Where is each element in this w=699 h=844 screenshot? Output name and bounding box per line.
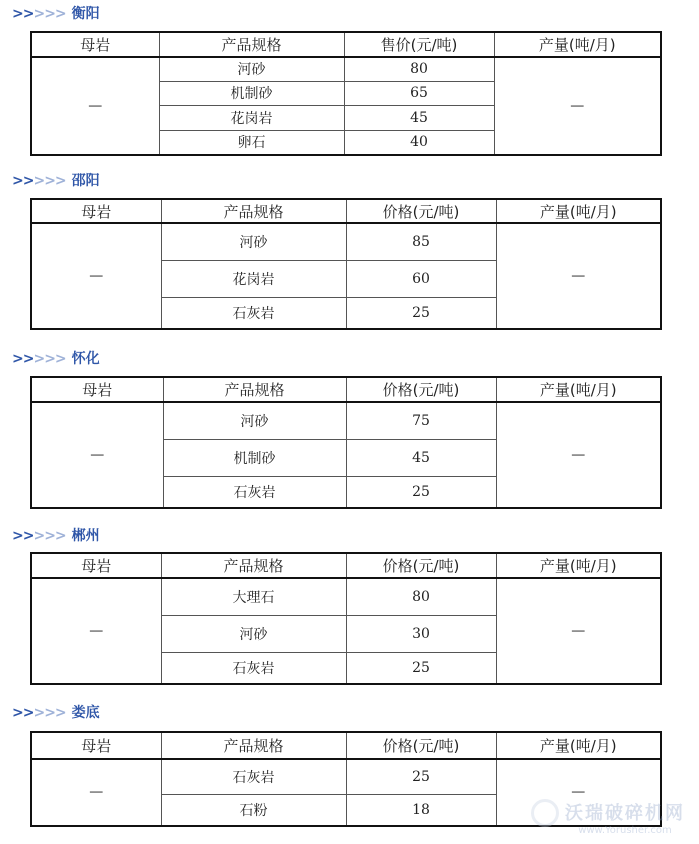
price-cell: 40 [344, 130, 494, 155]
price-table [30, 376, 662, 509]
price-cell: 60 [346, 260, 496, 297]
price-cell: 30 [346, 615, 496, 652]
header-parent-rock: 母岩 [31, 553, 161, 578]
parent-rock-cell: — [31, 759, 161, 826]
product-cell: 河砂 [161, 615, 346, 652]
watermark-logo-icon [531, 799, 559, 827]
parent-rock-cell: — [31, 223, 161, 329]
product-cell: 石灰岩 [163, 476, 346, 508]
price-table [30, 552, 662, 685]
price-cell: 25 [346, 297, 496, 329]
parent-rock-cell: — [31, 402, 163, 508]
header-product-spec: 产品规格 [161, 732, 346, 759]
arrows-light-icon: >>> [33, 528, 66, 544]
arrows-light-icon: >>> [33, 351, 66, 367]
price-cell: 25 [346, 652, 496, 684]
section-heading [12, 704, 100, 722]
arrows-icon: >> [12, 351, 34, 367]
product-cell: 花岗岩 [161, 260, 346, 297]
city-name: 怀化 [71, 351, 100, 367]
header-price: 价格(元/吨) [346, 199, 496, 223]
price-cell: 25 [346, 476, 496, 508]
watermark-text: 沃瑞破碎机网 [565, 803, 685, 824]
header-output: 产量(吨/月) [494, 32, 661, 57]
section-heading [12, 5, 100, 23]
header-product-spec: 产品规格 [161, 199, 346, 223]
city-name: 娄底 [71, 705, 100, 721]
product-cell: 河砂 [161, 223, 346, 260]
price-cell: 45 [344, 106, 494, 131]
parent-rock-cell: — [31, 57, 159, 155]
price-cell: 80 [344, 57, 494, 82]
parent-rock-cell: — [31, 578, 161, 684]
watermark-url: www.Yorusher.com [578, 825, 672, 836]
header-price: 价格(元/吨) [346, 553, 496, 578]
arrows-icon: >> [12, 705, 34, 721]
city-name: 邵阳 [71, 173, 100, 189]
header-parent-rock: 母岩 [31, 377, 163, 402]
price-cell: 75 [346, 402, 496, 439]
product-cell: 大理石 [161, 578, 346, 615]
price-cell: 80 [346, 578, 496, 615]
product-cell: 卵石 [159, 130, 344, 155]
product-cell: 石灰岩 [161, 759, 346, 795]
header-price: 价格(元/吨) [346, 377, 496, 402]
product-cell: 石灰岩 [161, 652, 346, 684]
header-parent-rock: 母岩 [31, 732, 161, 759]
watermark [565, 799, 685, 836]
price-cell: 65 [344, 81, 494, 106]
header-output: 产量(吨/月) [496, 199, 661, 223]
section-heading [12, 350, 100, 368]
output-cell: — [496, 402, 661, 508]
city-name: 衡阳 [71, 6, 100, 22]
arrows-light-icon: >>> [33, 6, 66, 22]
product-cell: 机制砂 [159, 81, 344, 106]
header-product-spec: 产品规格 [161, 553, 346, 578]
header-output: 产量(吨/月) [496, 732, 661, 759]
product-cell: 河砂 [163, 402, 346, 439]
price-cell: 45 [346, 439, 496, 476]
arrows-icon: >> [12, 528, 34, 544]
arrows-light-icon: >>> [33, 705, 66, 721]
header-parent-rock: 母岩 [31, 199, 161, 223]
price-cell: 85 [346, 223, 496, 260]
price-table [30, 31, 662, 156]
header-price: 售价(元/吨) [344, 32, 494, 57]
price-cell: 25 [346, 759, 496, 795]
header-product-spec: 产品规格 [163, 377, 346, 402]
product-cell: 石灰岩 [161, 297, 346, 329]
arrows-icon: >> [12, 173, 34, 189]
product-cell: 河砂 [159, 57, 344, 82]
header-product-spec: 产品规格 [159, 32, 344, 57]
header-output: 产量(吨/月) [496, 377, 661, 402]
header-price: 价格(元/吨) [346, 732, 496, 759]
price-cell: 18 [346, 794, 496, 826]
header-output: 产量(吨/月) [496, 553, 661, 578]
output-cell: — [496, 223, 661, 329]
product-cell: 机制砂 [163, 439, 346, 476]
header-parent-rock: 母岩 [31, 32, 159, 57]
output-cell: — [496, 578, 661, 684]
city-name: 郴州 [71, 528, 100, 544]
arrows-light-icon: >>> [33, 173, 66, 189]
price-table [30, 198, 662, 330]
arrows-icon: >> [12, 6, 34, 22]
output-cell: — [494, 57, 661, 155]
section-heading [12, 527, 100, 545]
product-cell: 花岗岩 [159, 106, 344, 131]
output-cell: — [496, 759, 661, 826]
section-heading [12, 172, 100, 190]
product-cell: 石粉 [161, 794, 346, 826]
